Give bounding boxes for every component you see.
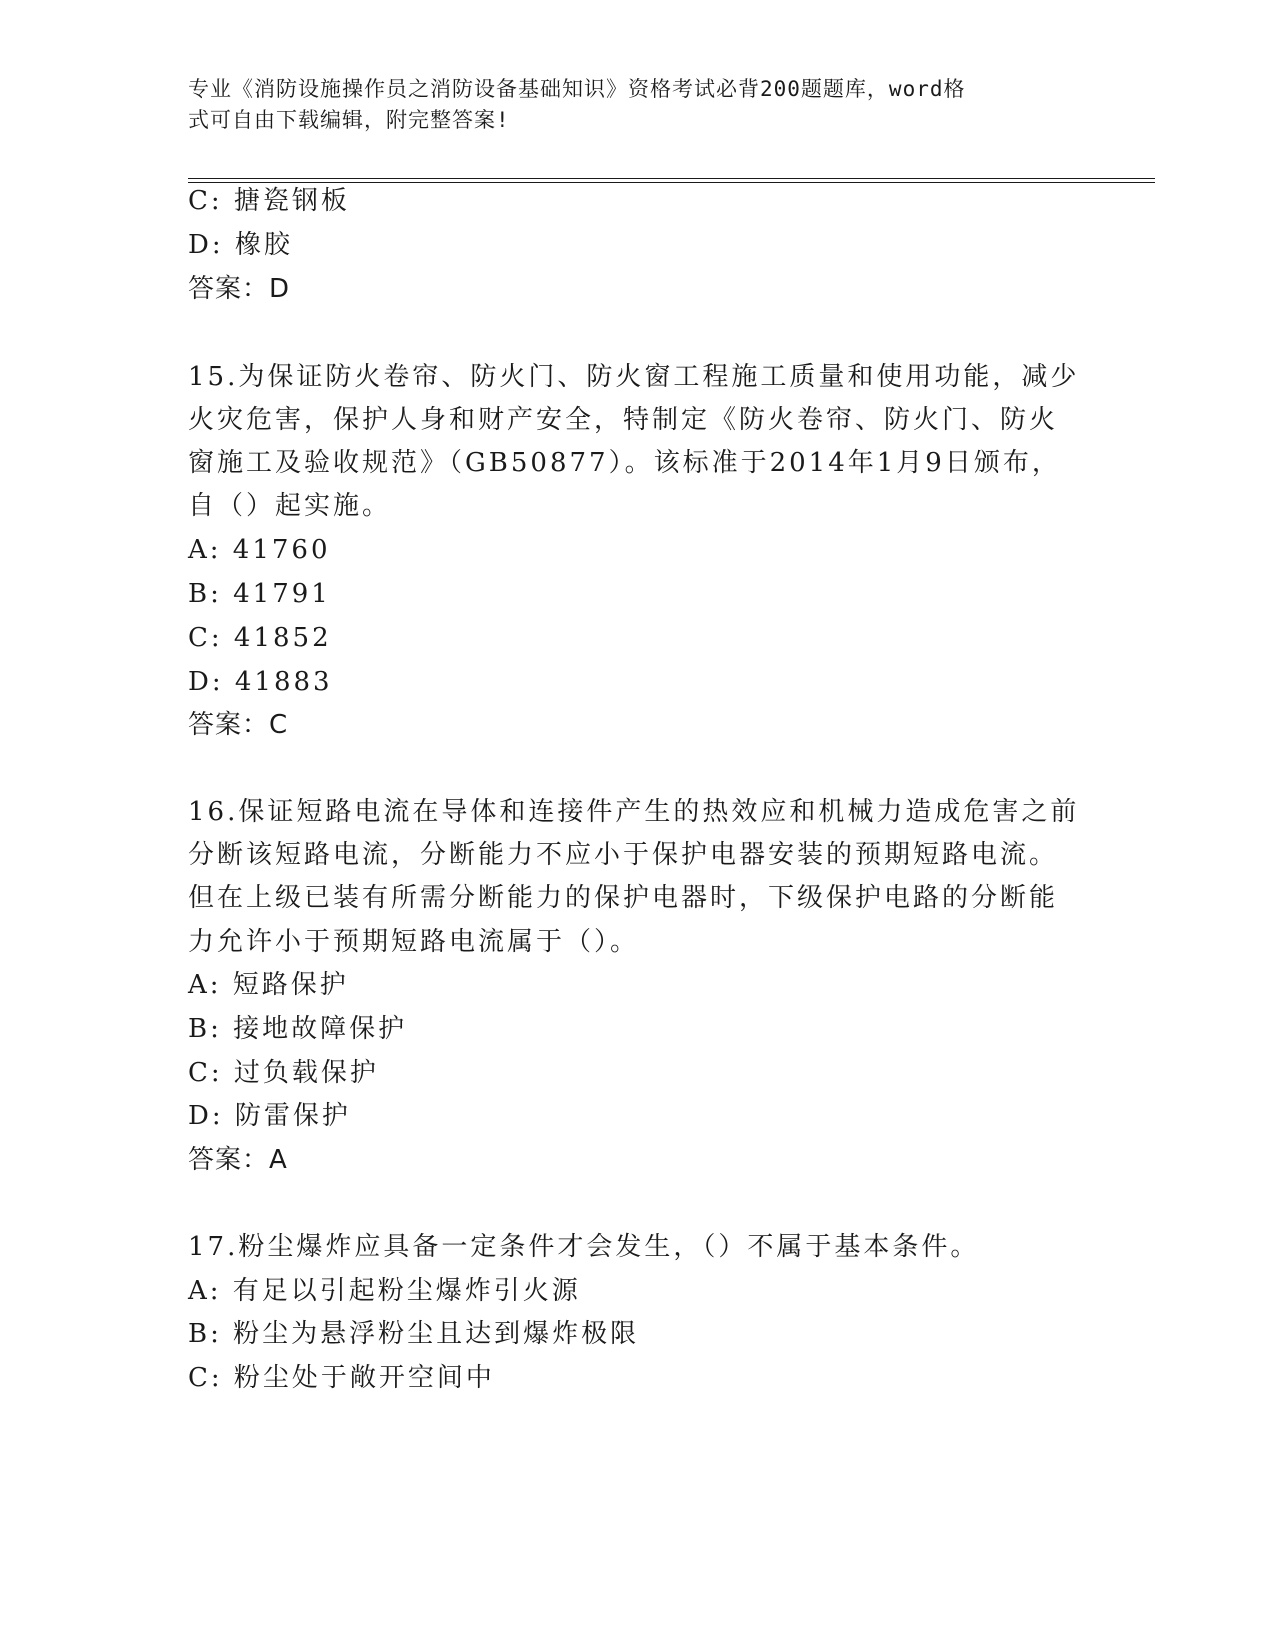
document-header bbox=[188, 74, 1068, 136]
q16-option-b: B: 接地故障保护 bbox=[188, 1014, 408, 1044]
q17-text-line-1: 17.粉尘爆炸应具备一定条件才会发生，（）不属于基本条件。 bbox=[188, 1232, 980, 1262]
prev-option-c: C: 搪瓷钢板 bbox=[188, 186, 350, 216]
header-divider-top bbox=[188, 178, 1155, 179]
q17-option-b: B: 粉尘为悬浮粉尘且达到爆炸极限 bbox=[188, 1319, 640, 1349]
header-line-1: 专业《消防设施操作员之消防设备基础知识》资格考试必背200题题库，word格 bbox=[188, 77, 966, 101]
q16-text-line-4: 力允许小于预期短路电流属于（）。 bbox=[188, 927, 640, 957]
q17-option-a: A: 有足以引起粉尘爆炸引火源 bbox=[188, 1276, 581, 1306]
q15-option-d: D: 41883 bbox=[188, 667, 333, 697]
header-divider-bottom bbox=[188, 182, 1155, 183]
q15-text-line-1: 15.为保证防火卷帘、防火门、防火窗工程施工质量和使用功能，减少 bbox=[188, 362, 1080, 392]
q15-text-line-4: 自（）起实施。 bbox=[188, 491, 392, 521]
prev-answer: 答案：D bbox=[188, 274, 291, 304]
prev-option-d: D: 橡胶 bbox=[188, 230, 293, 260]
q16-option-d: D: 防雷保护 bbox=[188, 1101, 351, 1131]
q16-option-a: A: 短路保护 bbox=[188, 970, 349, 1000]
q16-text-line-3: 但在上级已装有所需分断能力的保护电器时，下级保护电路的分断能 bbox=[188, 883, 1059, 913]
q16-text-line-2: 分断该短路电流，分断能力不应小于保护电器安装的预期短路电流。 bbox=[188, 840, 1059, 870]
header-line-2: 式可自由下载编辑，附完整答案! bbox=[188, 108, 510, 132]
q16-answer: 答案：A bbox=[188, 1145, 288, 1175]
q17-option-c: C: 粉尘处于敞开空间中 bbox=[188, 1363, 495, 1393]
q15-option-a: A: 41760 bbox=[188, 535, 331, 565]
q15-option-b: B: 41791 bbox=[188, 579, 331, 609]
q15-text-line-3: 窗施工及验收规范》（GB50877）。该标准于2014年1月9日颁布， bbox=[188, 448, 1061, 478]
q16-text-line-1: 16.保证短路电流在导体和连接件产生的热效应和机械力造成危害之前 bbox=[188, 797, 1080, 827]
q15-answer: 答案：C bbox=[188, 710, 289, 740]
q15-text-line-2: 火灾危害，保护人身和财产安全，特制定《防火卷帘、防火门、防火 bbox=[188, 405, 1059, 435]
q16-option-c: C: 过负载保护 bbox=[188, 1058, 379, 1088]
q15-option-c: C: 41852 bbox=[188, 623, 332, 653]
